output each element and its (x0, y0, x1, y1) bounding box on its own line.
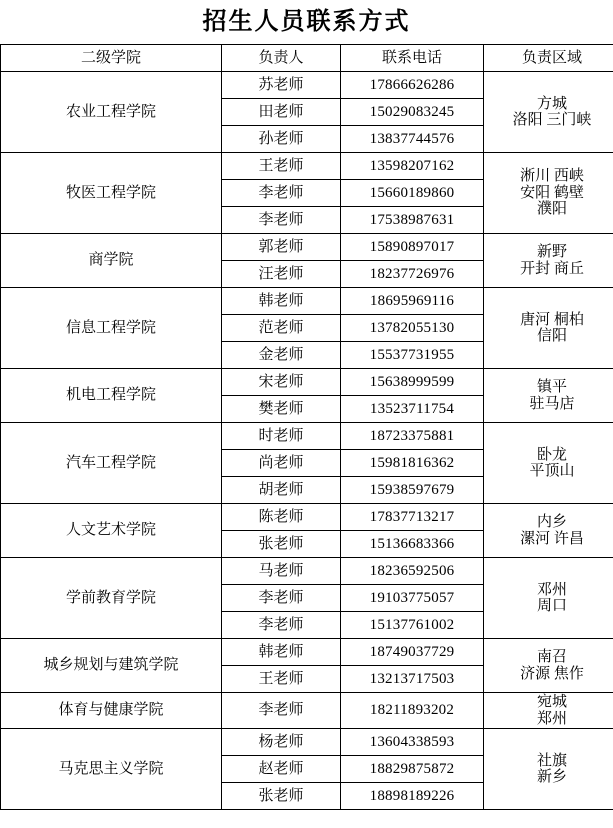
person-cell: 宋老师 (222, 369, 341, 396)
person-cell: 尚老师 (222, 450, 341, 477)
phone-cell: 18695969116 (341, 288, 484, 315)
phone-cell: 15660189860 (341, 180, 484, 207)
person-cell: 韩老师 (222, 288, 341, 315)
phone-cell: 18749037729 (341, 639, 484, 666)
college-cell: 机电工程学院 (1, 369, 222, 423)
person-cell: 汪老师 (222, 261, 341, 288)
college-cell: 人文艺术学院 (1, 504, 222, 558)
person-cell: 郭老师 (222, 234, 341, 261)
table-row (1, 729, 613, 756)
person-cell: 马老师 (222, 558, 341, 585)
college-cell: 学前教育学院 (1, 558, 222, 639)
column-header-person: 负责人 (222, 45, 341, 72)
table-row (1, 72, 613, 99)
table-header-row (1, 45, 613, 72)
person-cell: 李老师 (222, 693, 341, 729)
area-cell: 宛城 郑州 (484, 693, 613, 729)
person-cell: 李老师 (222, 585, 341, 612)
college-cell: 信息工程学院 (1, 288, 222, 369)
phone-cell: 15136683366 (341, 531, 484, 558)
column-header-phone: 联系电话 (341, 45, 484, 72)
area-cell: 唐河 桐柏 信阳 (484, 288, 613, 369)
person-cell: 时老师 (222, 423, 341, 450)
table-row (1, 558, 613, 585)
page-title: 招生人员联系方式 (202, 9, 411, 35)
phone-cell: 13604338593 (341, 729, 484, 756)
phone-cell: 19103775057 (341, 585, 484, 612)
area-cell: 社旗 新乡 (484, 729, 613, 810)
table-row (1, 639, 613, 666)
area-cell: 方城 洛阳 三门峡 (484, 72, 613, 153)
person-cell: 赵老师 (222, 756, 341, 783)
area-cell: 内乡 漯河 许昌 (484, 504, 613, 558)
person-cell: 王老师 (222, 153, 341, 180)
phone-cell: 18236592506 (341, 558, 484, 585)
college-cell: 牧医工程学院 (1, 153, 222, 234)
table-row (1, 504, 613, 531)
person-cell: 王老师 (222, 666, 341, 693)
area-cell: 邓州 周口 (484, 558, 613, 639)
person-cell: 金老师 (222, 342, 341, 369)
phone-cell: 15638999599 (341, 369, 484, 396)
person-cell: 孙老师 (222, 126, 341, 153)
phone-cell: 13213717503 (341, 666, 484, 693)
person-cell: 杨老师 (222, 729, 341, 756)
phone-cell: 18898189226 (341, 783, 484, 810)
table-row (1, 423, 613, 450)
phone-cell: 15137761002 (341, 612, 484, 639)
phone-cell: 13782055130 (341, 315, 484, 342)
person-cell: 李老师 (222, 180, 341, 207)
person-cell: 范老师 (222, 315, 341, 342)
phone-cell: 15537731955 (341, 342, 484, 369)
college-cell: 商学院 (1, 234, 222, 288)
area-cell: 镇平 驻马店 (484, 369, 613, 423)
contact-table-body (1, 45, 613, 810)
person-cell: 樊老师 (222, 396, 341, 423)
column-header-area: 负责区域 (484, 45, 613, 72)
phone-cell: 17866626286 (341, 72, 484, 99)
table-row (1, 369, 613, 396)
phone-cell: 17837713217 (341, 504, 484, 531)
area-cell: 卧龙 平顶山 (484, 423, 613, 504)
college-cell: 农业工程学院 (1, 72, 222, 153)
college-cell: 城乡规划与建筑学院 (1, 639, 222, 693)
table-row (1, 234, 613, 261)
phone-cell: 18723375881 (341, 423, 484, 450)
person-cell: 张老师 (222, 531, 341, 558)
phone-cell: 15890897017 (341, 234, 484, 261)
phone-cell: 13523711754 (341, 396, 484, 423)
phone-cell: 15981816362 (341, 450, 484, 477)
person-cell: 李老师 (222, 207, 341, 234)
person-cell: 胡老师 (222, 477, 341, 504)
college-cell: 体育与健康学院 (1, 693, 222, 729)
phone-cell: 13837744576 (341, 126, 484, 153)
person-cell: 陈老师 (222, 504, 341, 531)
area-cell: 新野 开封 商丘 (484, 234, 613, 288)
phone-cell: 18237726976 (341, 261, 484, 288)
table-row (1, 153, 613, 180)
person-cell: 张老师 (222, 783, 341, 810)
phone-cell: 17538987631 (341, 207, 484, 234)
phone-cell: 18829875872 (341, 756, 484, 783)
phone-cell: 18211893202 (341, 693, 484, 729)
college-cell: 马克思主义学院 (1, 729, 222, 810)
column-header-college: 二级学院 (1, 45, 222, 72)
area-cell: 南召 济源 焦作 (484, 639, 613, 693)
area-cell: 淅川 西峡 安阳 鹤壁 濮阳 (484, 153, 613, 234)
person-cell: 苏老师 (222, 72, 341, 99)
person-cell: 田老师 (222, 99, 341, 126)
phone-cell: 13598207162 (341, 153, 484, 180)
phone-cell: 15938597679 (341, 477, 484, 504)
person-cell: 韩老师 (222, 639, 341, 666)
college-cell: 汽车工程学院 (1, 423, 222, 504)
table-row (1, 288, 613, 315)
person-cell: 李老师 (222, 612, 341, 639)
table-row (1, 693, 613, 729)
contact-table (0, 44, 613, 810)
phone-cell: 15029083245 (341, 99, 484, 126)
